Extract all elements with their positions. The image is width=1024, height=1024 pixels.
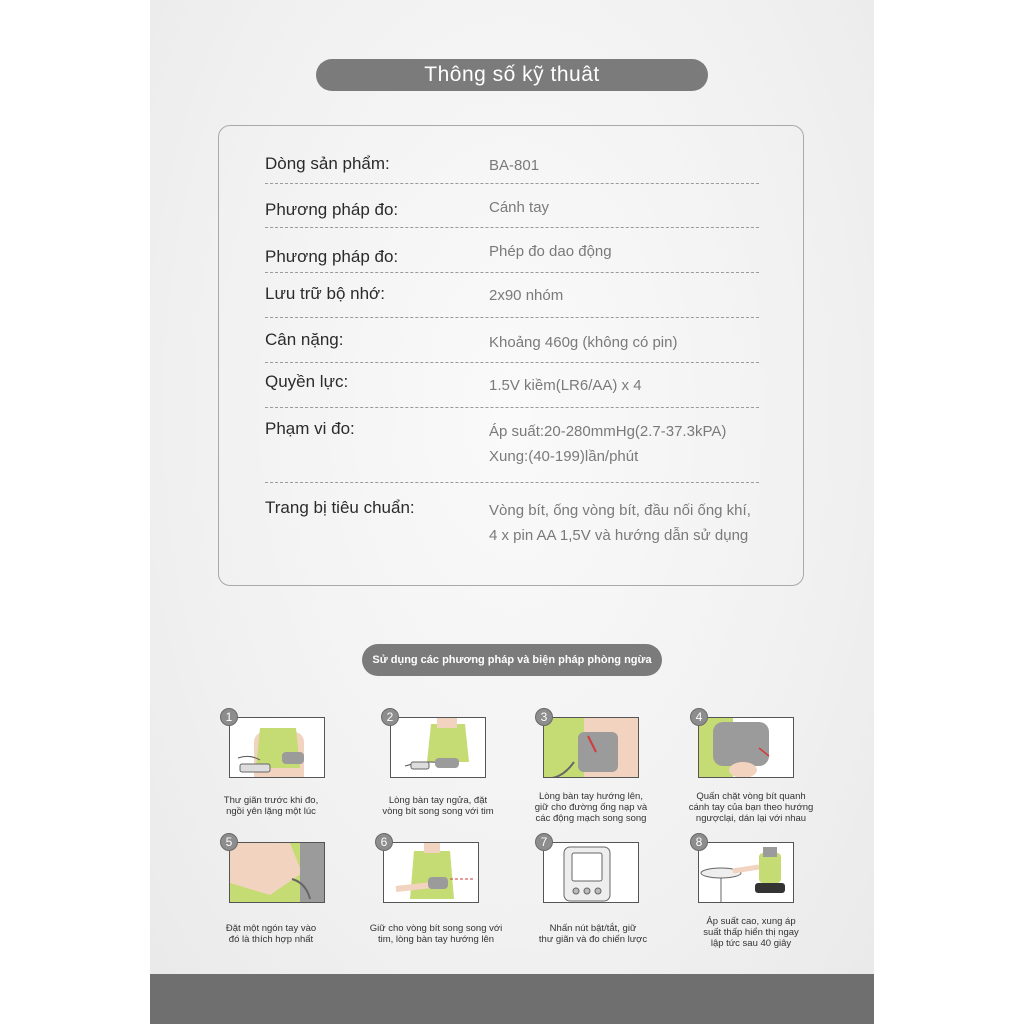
step-caption (351, 923, 521, 945)
caption-line: lập tức sau 40 giây (710, 938, 792, 949)
step-caption (186, 795, 356, 817)
spec-value: Khoảng 460g (không có pin) (489, 334, 678, 351)
caption-line: suất thấp hiển thị ngay (703, 927, 799, 938)
step-number: 8 (690, 833, 708, 851)
spec-label: Cân nặng: (265, 330, 344, 349)
spec-row (265, 482, 759, 552)
spec-value: Xung:(40-199)lần/phút (489, 448, 639, 465)
spec-row (265, 227, 759, 273)
caption-line: Nhấn nút bật/tắt, giữ (549, 923, 637, 934)
spec-value: Áp suất:20-280mmHg(2.7-37.3kPA) (489, 423, 727, 440)
caption-line: Thư giãn trước khi đo, (223, 795, 319, 806)
caption-line: Lòng bàn tay ngửa, đặt (388, 795, 488, 806)
spec-page (150, 0, 874, 1024)
step-caption (508, 923, 678, 945)
caption-line: các động mạch song song (535, 813, 647, 824)
spec-label: Dòng sản phẩm: (265, 154, 390, 173)
caption-line: Quấn chặt vòng bít quanh (696, 791, 806, 802)
caption-line: vòng bít song song với tim (382, 806, 494, 817)
step-number: 1 (220, 708, 238, 726)
step-number: 5 (220, 833, 238, 851)
spec-value: Phép đo dao động (489, 243, 612, 260)
step-caption (666, 916, 836, 949)
seated-person-illustration (229, 717, 325, 778)
spec-label: Phương pháp đo: (265, 200, 399, 219)
spec-value: Vòng bít, ống vòng bít, đầu nối ống khí, (489, 502, 751, 519)
spec-label: Phạm vi đo: (265, 419, 355, 438)
spec-value: Cánh tay (489, 199, 550, 216)
step-caption (353, 795, 523, 817)
cuff-on-arm-illustration (543, 717, 639, 778)
spec-row (265, 362, 759, 408)
finger-check-illustration (229, 842, 325, 903)
spec-value: BA-801 (489, 157, 540, 174)
arm-level-illustration (383, 842, 479, 903)
spec-value: 4 x pin AA 1,5V và hướng dẫn sử dụng (489, 527, 749, 544)
usage-step-8 (690, 833, 860, 953)
spec-label: Phương pháp đo: (265, 247, 399, 266)
spec-row (265, 407, 759, 483)
spec-row (265, 148, 759, 184)
spec-value: 2x90 nhóm (489, 287, 564, 304)
caption-line: Lòng bàn tay hướng lên, (539, 791, 643, 802)
caption-line: ngồi yên lặng một lúc (226, 806, 316, 817)
arm-on-table-illustration (390, 717, 486, 778)
caption-line: Áp suất cao, xung áp (706, 916, 796, 927)
step-caption (666, 791, 836, 824)
wrapping-cuff-illustration (698, 717, 794, 778)
step-number: 4 (690, 708, 708, 726)
usage-step-4 (690, 708, 860, 828)
spec-row (265, 272, 759, 318)
page-title: Thông số kỹ thuât (316, 59, 708, 91)
spec-label: Lưu trữ bộ nhớ: (265, 284, 385, 303)
caption-line: Đặt một ngón tay vào (225, 923, 317, 934)
usage-section-title: Sử dụng các phương pháp và biện pháp phòng ngừa (362, 644, 662, 676)
spec-table (218, 125, 804, 586)
step-number: 2 (381, 708, 399, 726)
monitor-device-illustration (543, 842, 639, 903)
caption-line: Giữ cho vòng bít song song với (369, 923, 503, 934)
step-number: 6 (375, 833, 393, 851)
step-caption (186, 923, 356, 945)
seated-at-table-illustration (698, 842, 794, 903)
step-number: 3 (535, 708, 553, 726)
caption-line: thư giãn và đo chiến lược (538, 934, 648, 945)
spec-label: Quyền lực: (265, 372, 349, 391)
step-caption (506, 791, 676, 824)
step-number: 7 (535, 833, 553, 851)
footer-bar (150, 974, 874, 1024)
caption-line: ngượclại, dán lại với nhau (695, 813, 807, 824)
spec-label: Trang bị tiêu chuẩn: (265, 498, 415, 517)
spec-row (265, 317, 759, 363)
caption-line: giữ cho đường ống nạp và (534, 802, 648, 813)
caption-line: cánh tay của bạn theo hướng (688, 802, 814, 813)
spec-row (265, 183, 759, 228)
caption-line: tim, lòng bàn tay hướng lên (377, 934, 495, 945)
caption-line: đó là thích hợp nhất (228, 934, 314, 945)
spec-value: 1.5V kiềm(LR6/AA) x 4 (489, 377, 642, 394)
